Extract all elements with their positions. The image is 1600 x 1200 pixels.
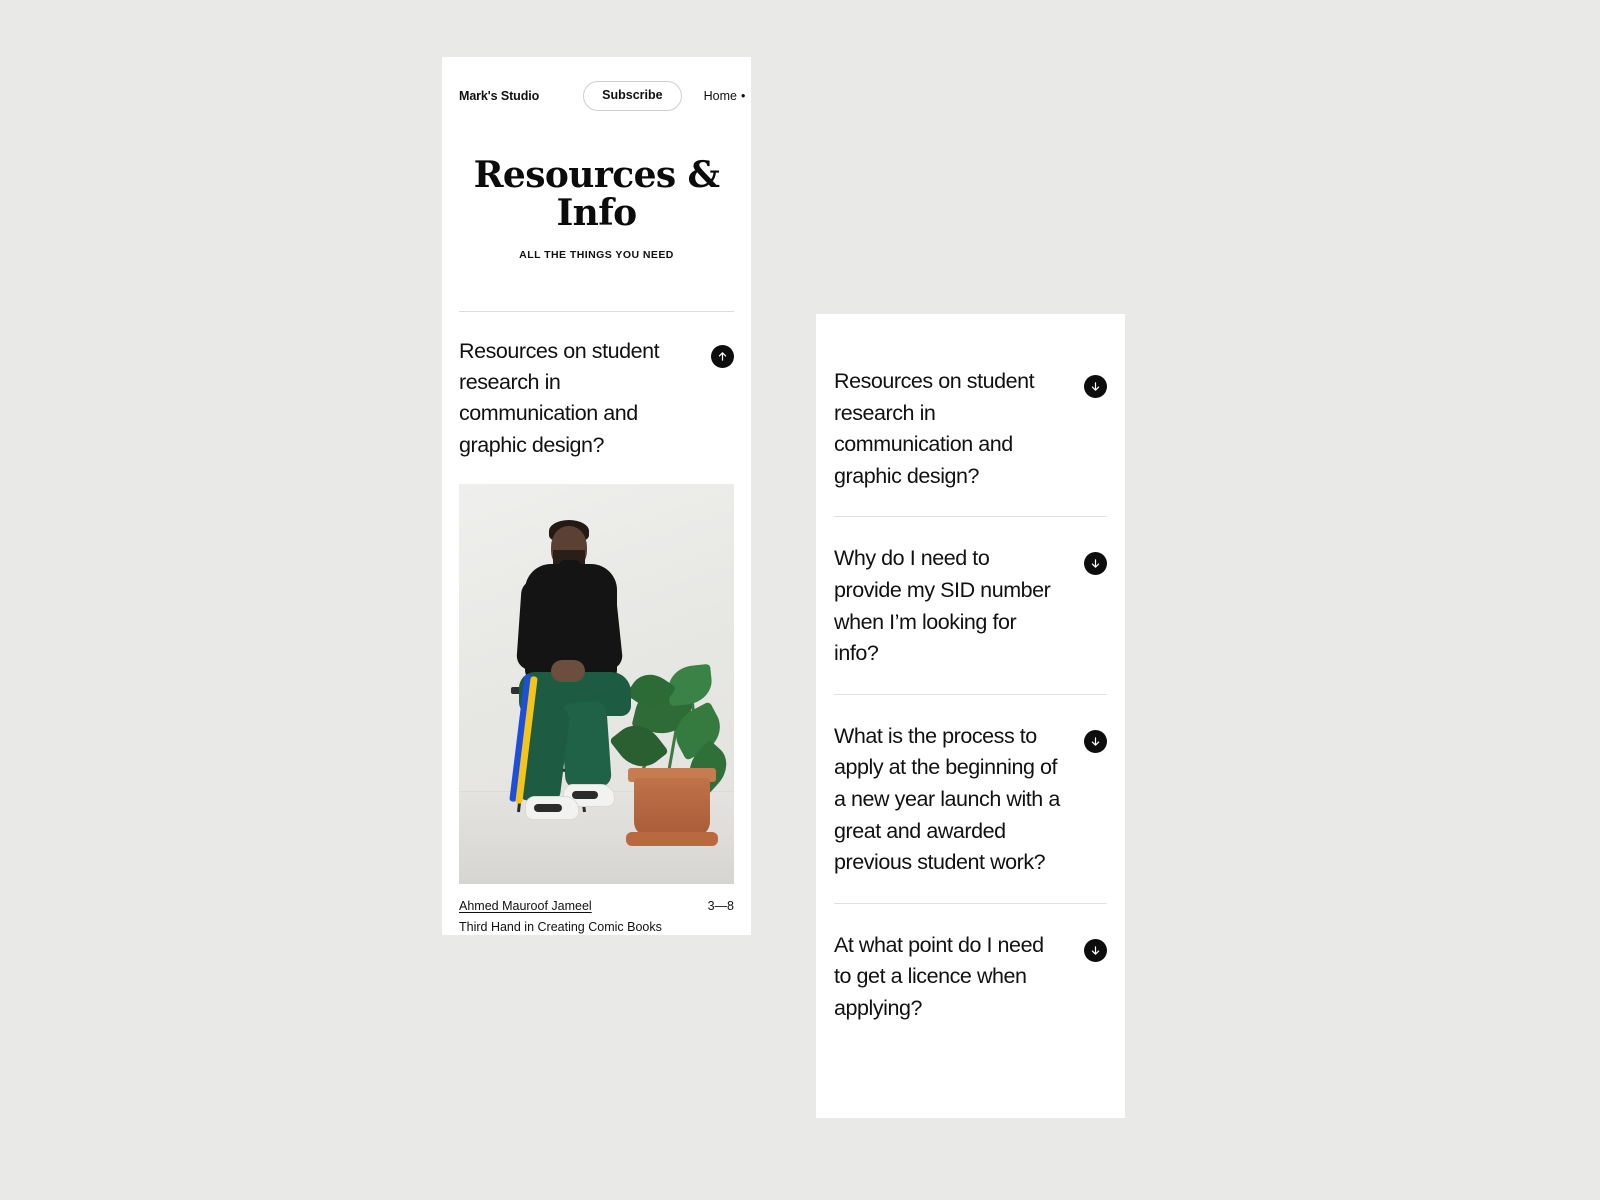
faq-question-text: Why do I need to provide my SID number when I’m looking for info? (834, 546, 1051, 666)
hero-section (459, 135, 734, 261)
faq-question-text: What is the process to apply at the beginning of a new year launch with a great and awarded previous student work? (834, 723, 1060, 875)
arrow-up-icon[interactable] (711, 345, 734, 368)
featured-question-text: Resources on student research in communication and graphic design? (459, 338, 660, 457)
home-dot-icon: • (740, 89, 746, 103)
subscribe-button[interactable]: Subscribe (583, 81, 681, 111)
home-nav-label: Home (703, 89, 737, 103)
featured-image (459, 484, 734, 884)
arrow-down-icon[interactable] (1084, 552, 1107, 575)
arrow-down-icon[interactable] (1084, 375, 1107, 398)
mobile-article-panel (442, 57, 751, 935)
top-navigation-bar (459, 57, 746, 135)
faq-list-panel (816, 314, 1125, 1118)
faq-question-text: Resources on student research in communication and graphic design? (834, 369, 1035, 488)
person-hands (551, 660, 585, 682)
caption-page-range: 3—8 (707, 899, 734, 914)
faq-item[interactable] (834, 517, 1107, 694)
plant-pot-tray (626, 832, 718, 846)
faq-item[interactable] (834, 314, 1107, 517)
plant-pot (634, 778, 710, 836)
featured-question-row[interactable] (459, 312, 734, 462)
person-shoe (525, 796, 579, 820)
arrow-down-icon[interactable] (1084, 939, 1107, 962)
page-subtitle: ALL THE THINGS YOU NEED (519, 248, 674, 261)
brand-logo[interactable]: Mark's Studio (459, 89, 540, 103)
home-nav-link[interactable] (704, 89, 746, 103)
image-caption-row (459, 899, 734, 913)
faq-question-text: At what point do I need to get a licence when applying? (834, 932, 1044, 1020)
caption-author-link[interactable]: Ahmed Mauroof Jameel (459, 899, 592, 914)
faq-item[interactable] (834, 695, 1107, 904)
arrow-down-icon[interactable] (1084, 730, 1107, 753)
caption-subtitle: Third Hand in Creating Comic Books (459, 920, 662, 935)
page-title: Resources & Info (473, 154, 720, 234)
faq-item[interactable] (834, 904, 1107, 1049)
